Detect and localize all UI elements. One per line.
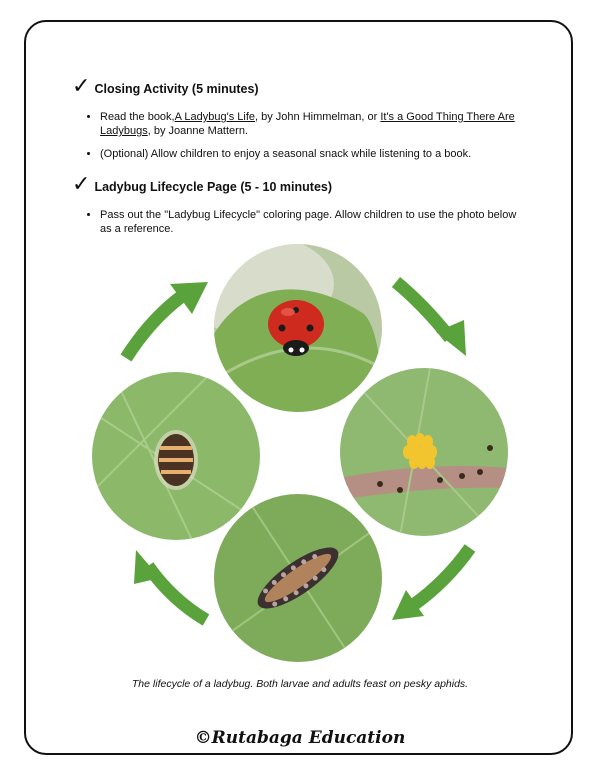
list-item: • Pass out the "Ladybug Lifecycle" coloring page. Allow children to use the photo below as a reference. (100, 208, 530, 236)
list-item (100, 110, 530, 138)
section-heading-closing-activity (72, 74, 259, 99)
checkmark-icon: ✓ (72, 172, 91, 197)
bullet-text: , by John Himmelman, or (255, 111, 381, 123)
pupa-photo (92, 372, 260, 540)
book-title-1: A Ladybug's Life (174, 111, 256, 123)
list-item: • (Optional) Allow children to enjoy a seasonal snack while listening to a book. (100, 147, 530, 161)
book-title-2: It's a Good Thing There Are Ladybugs (100, 111, 515, 137)
bullet-text: Read the book, (100, 111, 175, 123)
larva-photo (214, 494, 382, 662)
section-title: Ladybug Lifecycle Page (5 - 10 minutes) (94, 180, 333, 194)
closing-activity-list (82, 110, 530, 170)
footer-brand: ©Rutabaga Education (194, 728, 406, 748)
checkmark-icon: ✓ (72, 74, 91, 99)
lifecycle-page-list (82, 208, 530, 245)
section-heading-lifecycle-page (72, 172, 333, 197)
adult-ladybug-photo (214, 244, 382, 412)
section-title: Closing Activity (5 minutes) (94, 82, 259, 96)
eggs-photo (340, 368, 508, 536)
figure-caption: The lifecycle of a ladybug. Both larvae and adults feast on pesky aphids. (131, 678, 469, 690)
bullet-text: , by Joanne Mattern. (147, 125, 248, 137)
